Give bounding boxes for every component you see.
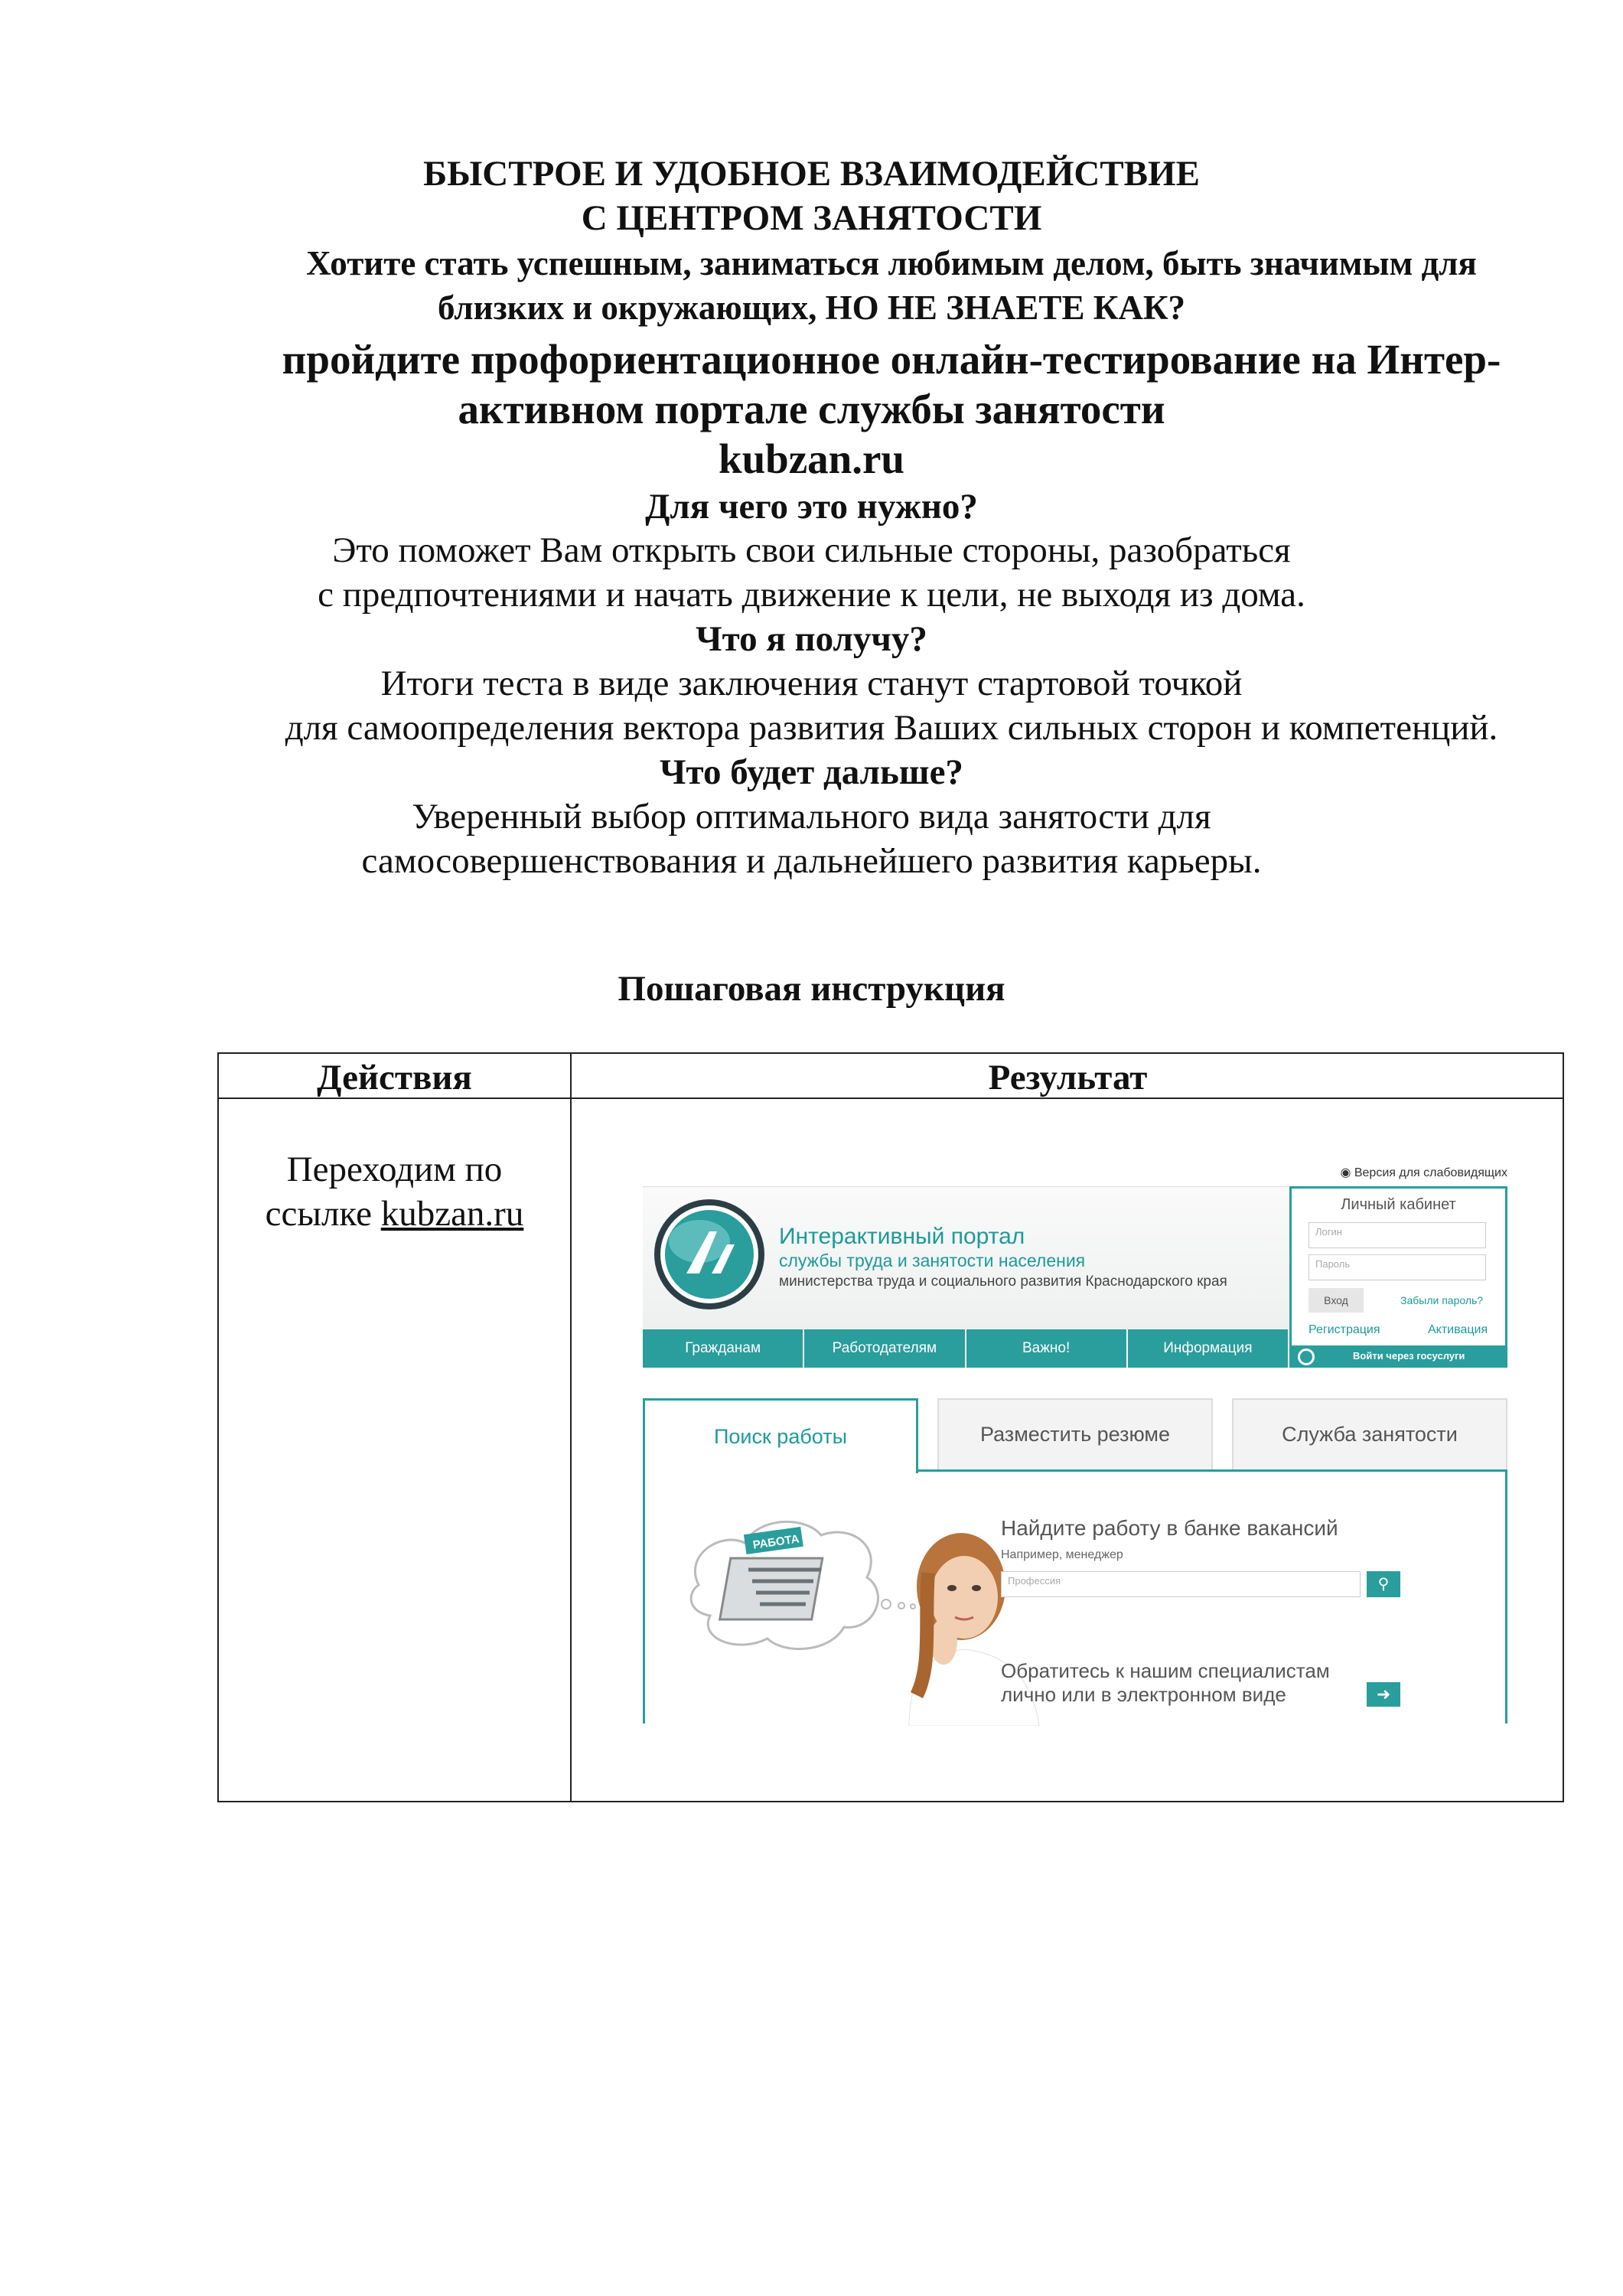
action-text: Переходим по [286, 1150, 503, 1189]
gosuslugi-button[interactable] [1292, 1345, 1505, 1368]
forgot-password-link[interactable]: Забыли пароль? [1400, 1294, 1484, 1306]
profession-input[interactable]: Профессия [1001, 1571, 1361, 1597]
table-header-result: Результат [988, 1058, 1148, 1097]
cabinet-title: Личный кабинет [1341, 1196, 1456, 1213]
gosuslugi-label: Войти через госуслуги [1353, 1350, 1465, 1362]
question-line-1: Хотите стать успешным, заниматься любимым делом, быть значимым для [306, 244, 1477, 282]
question-line-2: близких и окружающих, НО НЕ ЗНАЕТЕ КАК? [438, 289, 1185, 327]
login-input[interactable]: Логин [1309, 1222, 1486, 1248]
table-header-actions: Действия [317, 1058, 472, 1097]
search-heading: Найдите работу в банке вакансий [1001, 1516, 1338, 1540]
table-divider [570, 1054, 572, 1801]
search-icon: ⚲ [1377, 1576, 1390, 1593]
section-title-get: Что я получу? [696, 619, 927, 659]
section-text: Уверенный выбор оптимального вида занятости для [412, 797, 1211, 837]
section-text: для самоопределения вектора развития Ваших сильных сторон и компетенций. [285, 708, 1498, 748]
cta-line-2: активном портале службы занятости [458, 386, 1165, 432]
nav-item-important[interactable]: Важно! [966, 1329, 1128, 1368]
eye-icon: ◉ [1340, 1166, 1351, 1179]
table-cell-action [219, 1147, 570, 1236]
nav-item-employers[interactable]: Работодателям [804, 1329, 966, 1368]
contact-button[interactable] [1367, 1682, 1400, 1707]
cta-line-1: пройдите профориентационное онлайн-тестирование на Интер- [282, 336, 1501, 383]
tab-post-resume[interactable]: Разместить резюме [937, 1398, 1213, 1471]
nav-item-citizens[interactable]: Гражданам [643, 1329, 804, 1368]
section-text: самосовершенствования и дальнейшего развития карьеры. [361, 841, 1262, 881]
kubzan-link[interactable]: kubzan.ru [380, 1194, 524, 1234]
portal-nav [643, 1329, 1289, 1368]
portal-logo-icon [652, 1197, 767, 1312]
contact-line-2: лично или в электронном виде [1001, 1683, 1286, 1706]
cta-site: kubzan.ru [718, 435, 904, 482]
portal-subtitle: службы труда и занятости населения [779, 1251, 1086, 1270]
nav-item-info[interactable]: Информация [1128, 1329, 1289, 1368]
personal-cabinet [1289, 1186, 1507, 1368]
portal-screenshot [643, 1165, 1507, 1724]
heading-line-1: БЫСТРОЕ И УДОБНОЕ ВЗАИМОДЕЙСТВИЕ [423, 154, 1200, 194]
instruction-title: Пошаговая инструкция [618, 969, 1005, 1009]
heading-line-2: С ЦЕНТРОМ ЗАНЯТОСТИ [581, 198, 1042, 238]
low-vision-label: Версия для слабовидящих [1354, 1166, 1507, 1179]
search-example: Например, менеджер [1001, 1548, 1123, 1561]
tab-job-search[interactable]: Поиск работы [643, 1398, 918, 1473]
password-input[interactable]: Пароль [1309, 1254, 1486, 1280]
action-prefix: ссылке [265, 1194, 381, 1234]
low-vision-link[interactable] [1340, 1165, 1507, 1180]
work-sign: РАБОТА [751, 1532, 800, 1552]
section-title-next: Что будет дальше? [660, 752, 963, 792]
register-link[interactable]: Регистрация [1309, 1323, 1380, 1336]
arrow-right-icon: ➜ [1376, 1684, 1391, 1704]
portal-ministry: министерства труда и социального развития Краснодарского края [779, 1274, 1227, 1290]
job-search-panel [643, 1469, 1507, 1724]
section-title-why: Для чего это нужно? [645, 487, 978, 527]
gosuslugi-icon [1298, 1349, 1315, 1365]
contact-line-1: Обратитесь к нашим специалистам [1001, 1659, 1330, 1682]
login-button[interactable]: Вход [1309, 1288, 1364, 1313]
tab-employment-service[interactable]: Служба занятости [1232, 1398, 1507, 1471]
section-text: с предпочтениями и начать движение к цели, не выходя из дома. [318, 575, 1305, 615]
action-text-link-line [219, 1192, 570, 1236]
activate-link[interactable]: Активация [1428, 1323, 1488, 1336]
section-text: Это поможет Вам открыть свои сильные стороны, разобраться [332, 530, 1291, 570]
section-text: Итоги теста в виде заключения станут стартовой точкой [380, 664, 1243, 703]
search-button[interactable] [1367, 1571, 1400, 1597]
portal-title: Интерактивный портал [779, 1224, 1025, 1249]
